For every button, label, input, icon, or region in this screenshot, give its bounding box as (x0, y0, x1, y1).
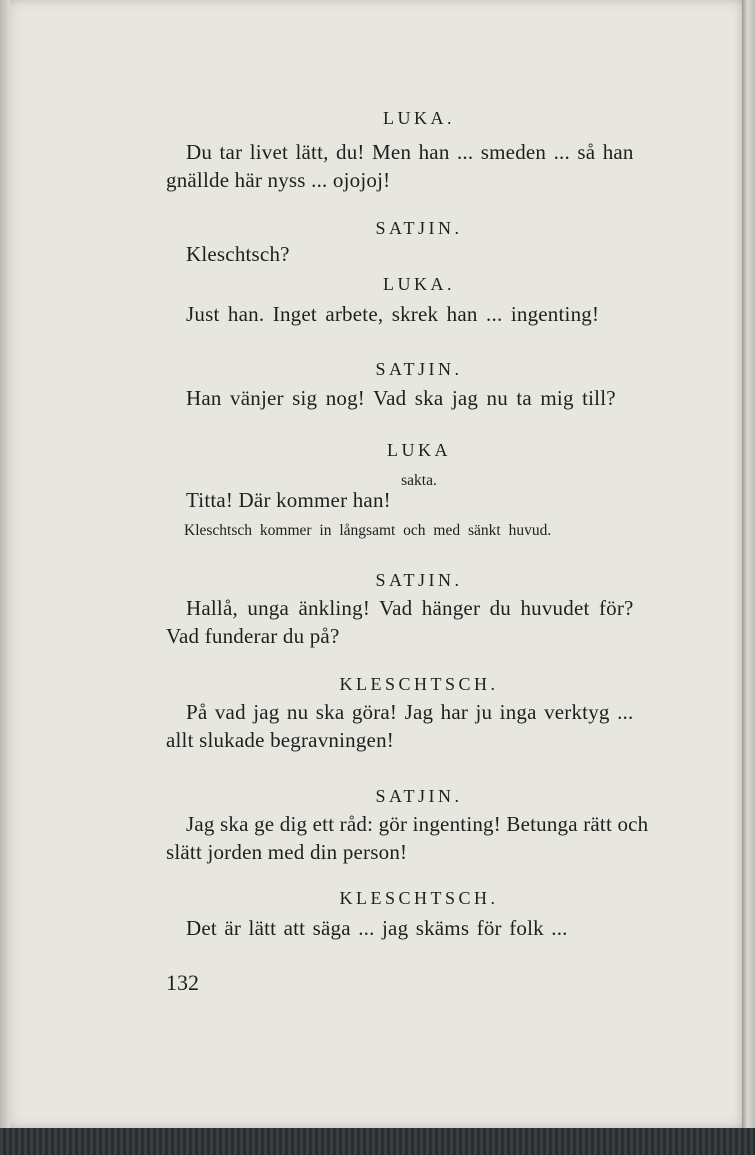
speaker-name: LUKA. (383, 274, 455, 294)
stage-direction: sakta. (401, 472, 437, 489)
dialogue-line: gnällde här nyss ... ojojoj! (166, 168, 391, 192)
dialogue-line: Du tar livet lätt, du! Men han ... smeden ... så han (186, 140, 634, 164)
dialogue-line: På vad jag nu ska göra! Jag har ju inga verktyg ... (186, 700, 634, 724)
dialogue-line: Jag ska ge dig ett råd: gör ingenting! Betunga rätt och (186, 812, 649, 836)
speaker-name: SATJIN. (375, 218, 463, 238)
dialogue-line: Titta! Där kommer han! (186, 488, 391, 512)
speaker-name: KLESCHTSCH. (339, 674, 499, 694)
speaker-name: LUKA (387, 440, 451, 460)
dialogue-line: Hallå, unga änkling! Vad hänger du huvudet för? (186, 596, 634, 620)
page-gutter-shadow (0, 0, 10, 1128)
page-fore-edge (742, 0, 755, 1128)
dialogue-line: Vad funderar du på? (166, 624, 340, 648)
stage-direction: Kleschtsch kommer in långsamt och med sänkt huvud. (184, 522, 552, 539)
dialogue-line: Just han. Inget arbete, skrek han ... ingenting! (186, 302, 600, 326)
dialogue-line: allt slukade begravningen! (166, 728, 394, 752)
dialogue-line: slätt jorden med din person! (166, 840, 408, 864)
dialogue-line: Han vänjer sig nog! Vad ska jag nu ta mig till? (186, 386, 616, 410)
speaker-name: SATJIN. (375, 359, 463, 379)
book-cover-edge (0, 1128, 755, 1155)
dialogue-line: Det är lätt att säga ... jag skäms för folk ... (186, 916, 568, 940)
speaker-name: SATJIN. (375, 570, 463, 590)
speaker-name: SATJIN. (375, 786, 463, 806)
dialogue-line: Kleschtsch? (186, 242, 290, 266)
speaker-name: LUKA. (383, 108, 455, 128)
speaker-name: KLESCHTSCH. (339, 888, 499, 908)
page-number: 132 (166, 970, 199, 995)
